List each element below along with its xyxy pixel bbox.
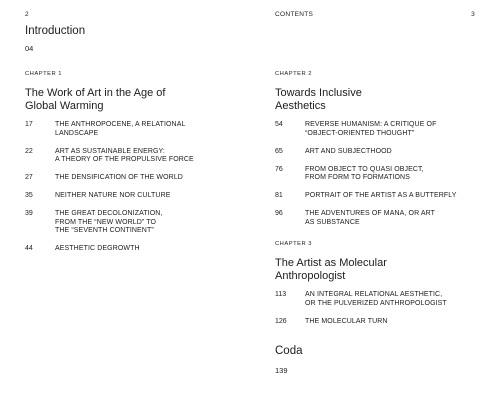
toc-entry-page: 113 [275, 291, 287, 298]
toc-entry [25, 192, 240, 201]
toc-entry [25, 121, 240, 138]
toc-entry-page: 96 [275, 210, 283, 217]
toc-entry-page: 44 [25, 245, 33, 252]
toc-entry-title: AESTHETIC DEGROWTH [55, 245, 140, 252]
page-number-left: 2 [25, 11, 29, 18]
toc-entry-page: 35 [25, 192, 33, 199]
toc-entry [25, 245, 240, 254]
chapter-3-title: The Artist as Molecular Anthropologist [275, 257, 387, 282]
toc-entry [275, 318, 490, 327]
toc-entry-title: AN INTEGRAL RELATIONAL AESTHETIC, OR THE PULVERIZED ANTHROPOLOGIST [305, 291, 447, 307]
right-page [250, 0, 500, 415]
chapter-2-label: CHAPTER 2 [275, 71, 313, 77]
toc-entry [275, 291, 490, 308]
toc-entry [275, 166, 490, 183]
toc-entry-page: 126 [275, 317, 287, 325]
running-head: CONTENTS [275, 11, 314, 18]
chapter-1-title: The Work of Art in the Age of Global Warming [25, 87, 166, 112]
chapter-1-label: CHAPTER 1 [25, 71, 63, 77]
toc-entry [275, 121, 490, 138]
coda-page: 139 [275, 366, 288, 375]
toc-entry-page: 22 [25, 147, 33, 155]
chapter-1-entries [25, 121, 240, 263]
toc-entry-title: ART AND SUBJECTHOOD [305, 147, 392, 155]
toc-entry-page: 27 [25, 174, 33, 181]
toc-entry-page: 76 [275, 165, 283, 173]
toc-entry [25, 174, 240, 183]
toc-entry-page: 81 [275, 192, 283, 199]
toc-entry-title: THE ANTHROPOCENE, A RELATIONAL LANDSCAPE [55, 121, 186, 137]
toc-entry [275, 192, 490, 201]
toc-entry [25, 148, 240, 165]
toc-entry-title: THE GREAT DECOLONIZATION, FROM THE “NEW WORLD” TO THE “SEVENTH CONTINENT” [55, 210, 163, 234]
toc-entry-title: ART AS SUSTAINABLE ENERGY: A THEORY OF THE PROPULSIVE FORCE [55, 147, 194, 163]
introduction-page: 04 [25, 44, 34, 53]
toc-entry [275, 210, 490, 227]
chapter-3-label: CHAPTER 3 [275, 241, 313, 247]
toc-entry-page: 39 [25, 210, 33, 217]
toc-entry [275, 148, 490, 157]
toc-entry-title: REVERSE HUMANISM: A CRITIQUE OF “OBJECT-ORIENTED THOUGHT” [305, 121, 437, 137]
toc-entry-title: FROM OBJECT TO QUASI OBJECT, FROM FORM TO FORMATIONS [305, 165, 424, 181]
toc-entry [25, 210, 240, 236]
chapter-2-title: Towards Inclusive Aesthetics [275, 87, 362, 112]
coda-title: Coda [275, 345, 303, 357]
introduction-title: Introduction [25, 25, 86, 37]
chapter-3-entries [275, 291, 490, 336]
toc-entry-title: THE MOLECULAR TURN [305, 317, 388, 325]
toc-entry-title: PORTRAIT OF THE ARTIST AS A BUTTERFLY [305, 192, 457, 199]
toc-entry-title: THE DENSIFICATION OF THE WORLD [55, 174, 183, 181]
toc-entry-title: NEITHER NATURE NOR CULTURE [55, 192, 171, 199]
toc-entry-page: 17 [25, 121, 33, 128]
toc-entry-page: 54 [275, 121, 283, 128]
toc-entry-page: 65 [275, 147, 283, 155]
chapter-2-entries [275, 121, 490, 237]
page-number-right: 3 [471, 11, 475, 18]
toc-entry-title: THE ADVENTURES OF MANA, OR ART AS SUBSTANCE [305, 210, 436, 226]
